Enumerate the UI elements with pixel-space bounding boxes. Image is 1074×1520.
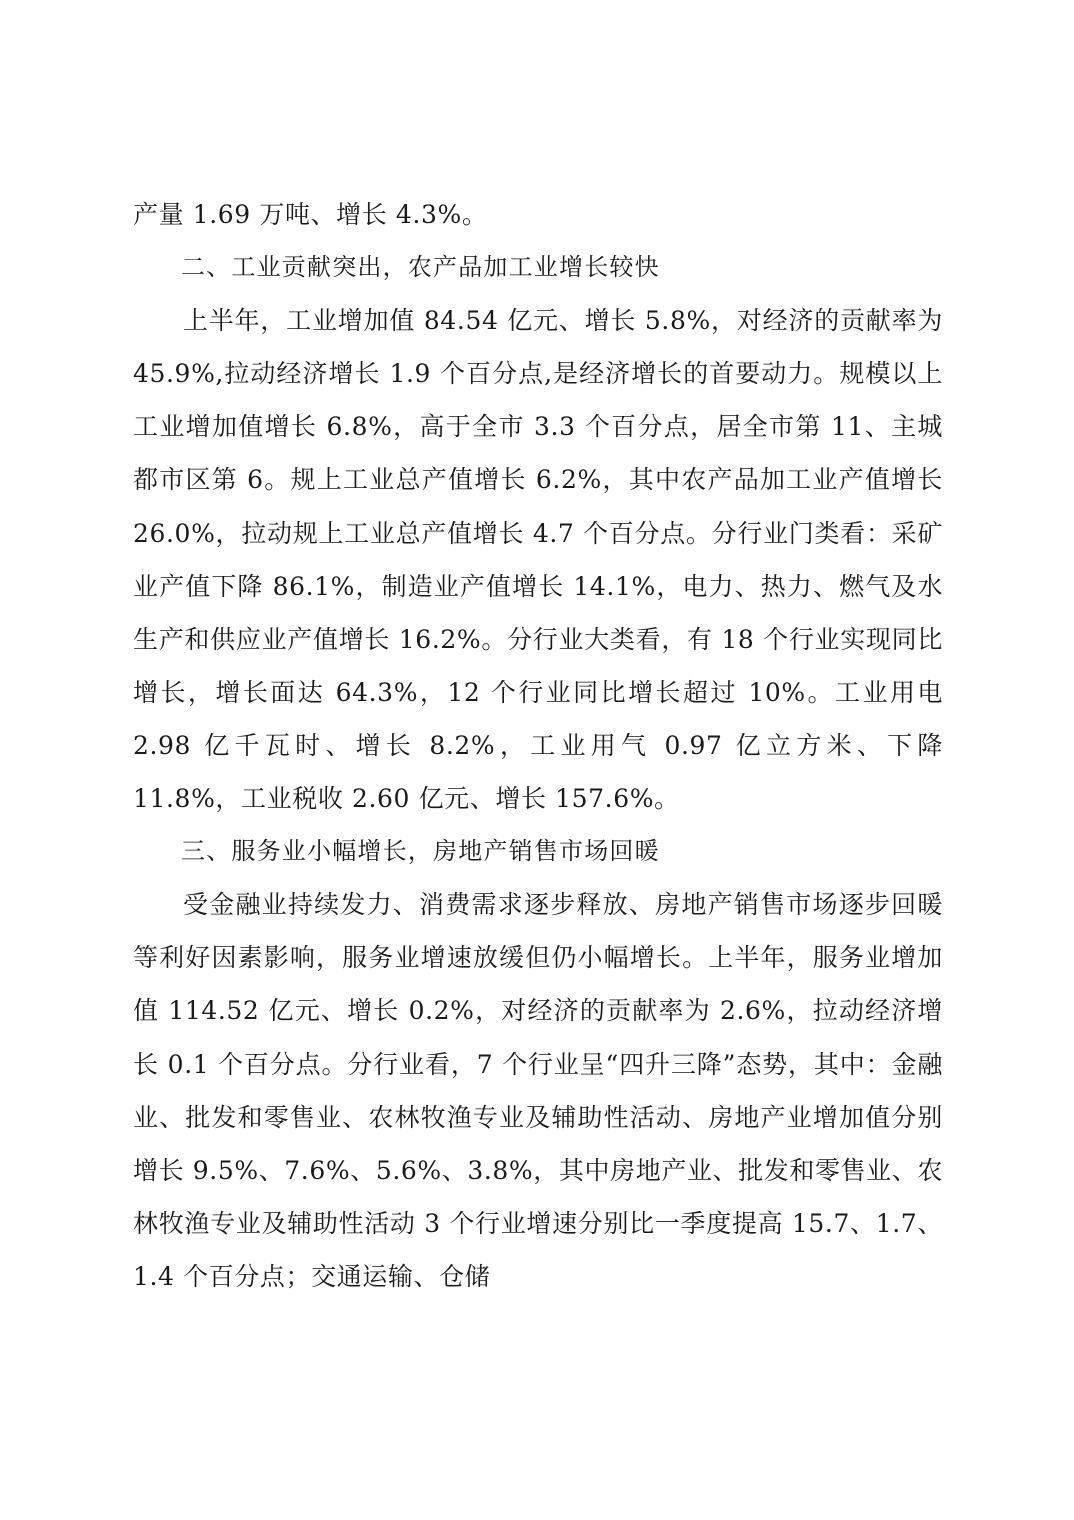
section-heading-services: 三、服务业小幅增长，房地产销售市场回暖 (181, 837, 660, 866)
paragraph-services: 受金融业持续发力、消费需求逐步释放、房地产销售市场逐步回暖等利好因素影响，服务业增速放缓但仍小幅增长。上半年，服务业增加值 114.52 亿元、增长 0.2%，对经济的贡献率为 2.6%，拉动经济增长 0.1 个百分点。分行业看，7 个行业呈“四升三降”态势，其中：金融业、批发和零售业、农林牧渔专业及辅助性活动、房地产业增加值分别增长 9.5%、7.6%、5.6%、3.8%，其中房地产业、批发和零售业、农林牧渔专业及辅助性活动 3 个行业增速分别比一季度提高 15.7、1.7、1.4 个百分点；交通运输、仓储 (133, 890, 943, 1291)
document-body (133, 188, 943, 1303)
paragraph-continuation: 产量 1.69 万吨、增长 4.3%。 (133, 200, 488, 229)
section-heading-industry: 二、工业贡献突出，农产品加工业增长较快 (181, 253, 660, 282)
paragraph-industry: 上半年，工业增加值 84.54 亿元、增长 5.8%，对经济的贡献率为 45.9%,拉动经济增长 1.9 个百分点,是经济增长的首要动力。规模以上工业增加值增长 6.8%，高于全市 3.3 个百分点，居全市第 11、主城都市区第 6。规上工业总产值增长 6.2%，其中农产品加工业产值增长 26.0%，拉动规上工业总产值增长 4.7 个百分点。分行业门类看：采矿业产值下降 86.1%，制造业产值增长 14.1%，电力、热力、燃气及水生产和供应业产值增长 16.2%。分行业大类看，有 18 个行业实现同比增长，增长面达 64.3%，12 个行业同比增长超过 10%。工业用电 2.98 亿千瓦时、增长 8.2%，工业用气 0.97 亿立方米、下降 11.8%，工业税收 2.60 亿元、增长 157.6%。 (133, 306, 943, 814)
